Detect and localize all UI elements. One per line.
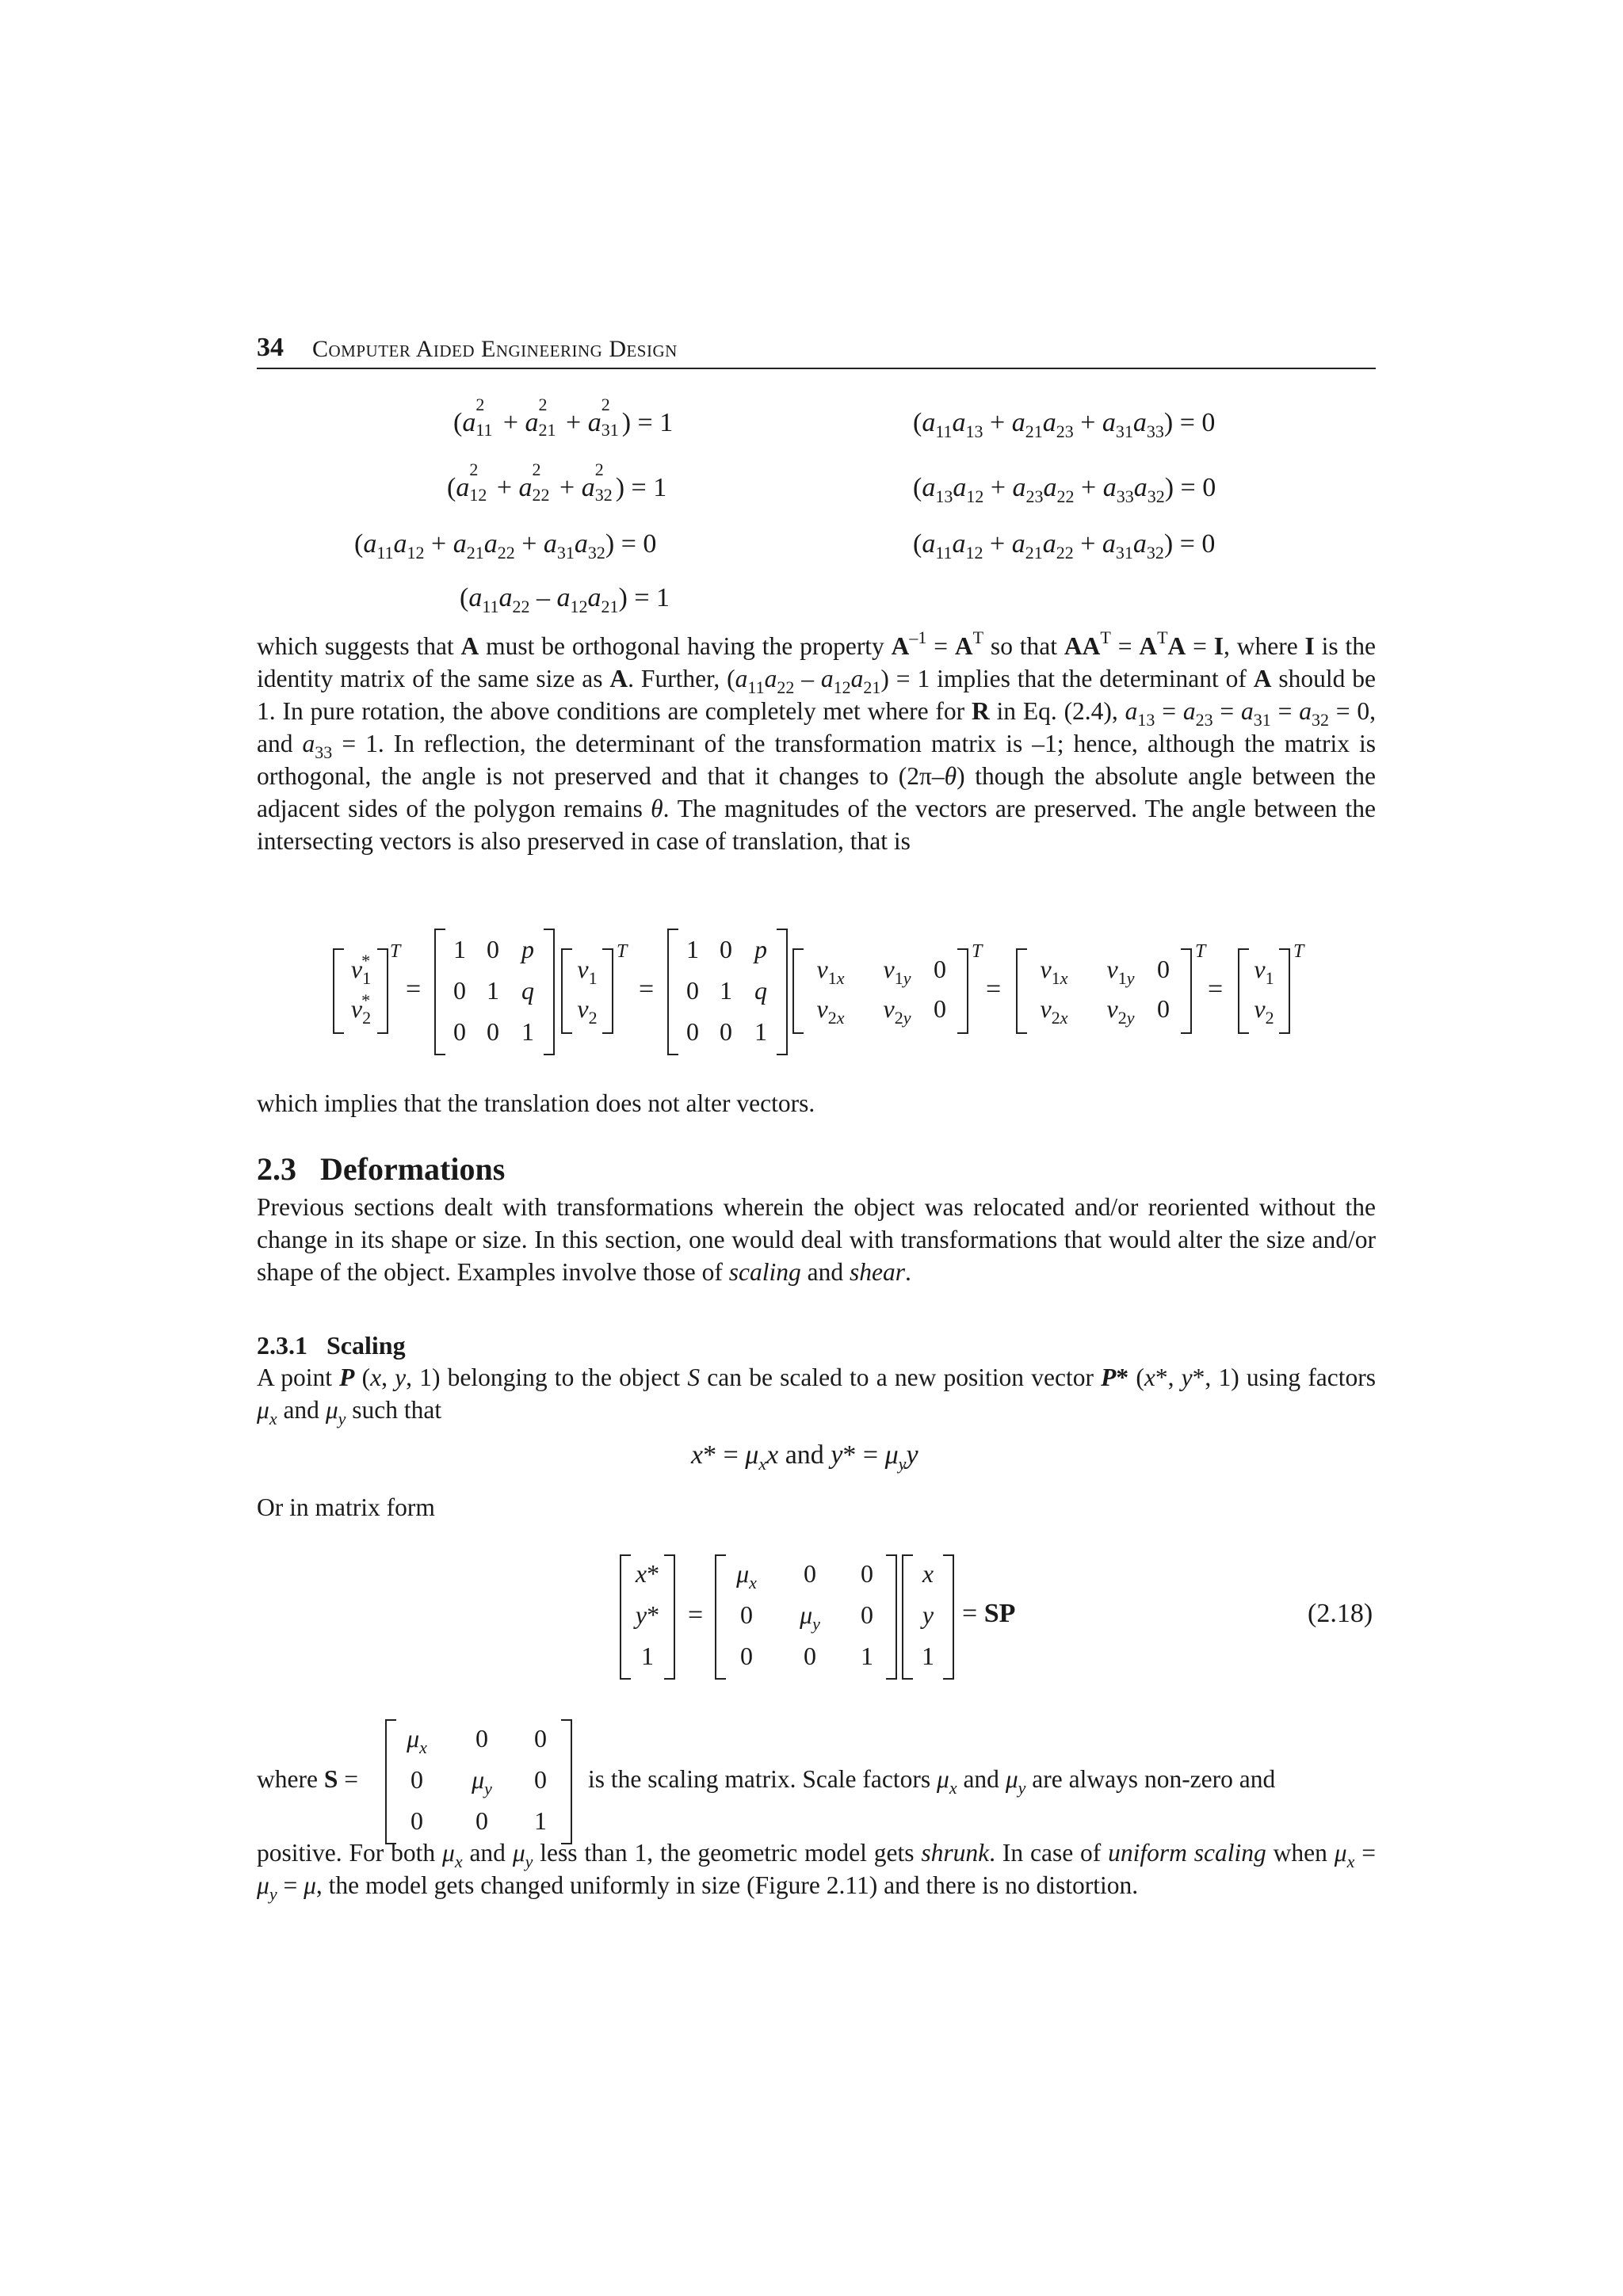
- matrix-vstar: $v_1^*$ $v_2^*$: [333, 948, 388, 1034]
- paragraph-scaling-intro: A point P (x, y, 1) belonging to the object S can be scaled to a new position vector P* (x*, y*, 1) using factors $\mu_x$ and $\mu_y$ such that: [257, 1363, 1377, 1428]
- running-title: Computer Aided Engineering Design: [312, 336, 678, 362]
- paragraph-scaling-end: positive. For both $\mu_x$ and $\mu_y$ less than 1, the geometric model gets shrunk. In case of uniform scaling when $\mu_x = \mu_y = \mu$, the model gets changed uniformly in size (Figure 2.11) and there is no distortion.: [257, 1839, 1376, 1904]
- equation-number: (2.18): [1308, 1599, 1373, 1628]
- matrix-s-def: $\mu_x$ 0 0 0 $\mu_y$ 0 0 0 1: [385, 1719, 572, 1844]
- paragraph-deformations: Previous sections dealt with transformations wherein the object was relocated and/or reoriented without the change in its shape or size. In this section, one would deal with transformations that would alter the size and/or shape of the object. Examples involve those of scaling and shear.: [257, 1193, 1376, 1286]
- matrix-v: $v_1$ $v_2$: [561, 948, 613, 1034]
- equation-row: $(a_{11}a_{13} + a_{21}a_{23} + a_{31}a_{33}) = 0$: [913, 408, 1216, 441]
- where-s-label: where S =: [257, 1765, 358, 1793]
- matrix-s: $\mu_x$ 0 0 0 $\mu_y$ 0 0 0 1: [715, 1554, 897, 1680]
- paragraph-matrix-form: Or in matrix form: [257, 1493, 435, 1521]
- running-head: [257, 333, 1376, 369]
- matrix-translation-2: 1 0 p 0 1 q 0 0 1: [667, 929, 788, 1055]
- section-heading: 2.3 Deformations: [257, 1151, 506, 1187]
- matrix-translation-1: 1 0 p 0 1 q 0 0 1: [434, 929, 555, 1055]
- lead-text: which suggests that: [257, 632, 454, 660]
- equation-row: (a 2 11 + a 2 21 + a 2 31 ) = 1: [453, 395, 674, 440]
- scaling-equation: $x* = \mu_xx$ and $y* = \mu_yy$: [691, 1440, 918, 1474]
- scaling-matrix-desc: is the scaling matrix. Scale factors $\mu_x$ and $\mu_y$ are always non-zero and: [588, 1765, 1276, 1798]
- matrix-v-result: $v_1$ $v_2$: [1238, 948, 1290, 1034]
- equation-row: $(a_{11}a_{12} + a_{21}a_{22} + a_{31}a_{32}) = 0$: [913, 529, 1216, 563]
- page-number: 34: [257, 333, 284, 362]
- matrix-vcomp-1: $v_{1x}$ $v_{1y}$ 0 $v_{2x}$ $v_{2y}$ 0: [792, 948, 968, 1034]
- paragraph-translation-conclusion: which implies that the translation does not alter vectors.: [257, 1089, 815, 1117]
- paragraph-orthogonality: which suggests that A must be orthogonal having the property $A^{-1} = A^T$ so that $AA^T = A^TA = I$, where I is the identity matrix of the same size as A. Further, $(a_{11}a_{22} - a_{12}a_{21}) = 1$ implies that the determinant of A should be 1. In pure rotation, the above conditions are completely met where for R in Eq. (2.4), $a_{13} = a_{23} = a_{31} = a_{32} = 0$, and $a_{33} = 1$. In reflection, the determinant of the transformation matrix is –1; hence, although the matrix is orthogonal, the angle is not preserved and that it changes to (2π–θ) though the absolute angle between the adjacent sides of the polygon remains θ. The magnitudes of the vectors are preserved. The angle between the intersecting vectors is also preserved in case of translation, that is: [257, 627, 1377, 855]
- equation-row: $(a_{11}a_{22} - a_{12}a_{21}) = 1$: [460, 583, 670, 616]
- subsection-heading: 2.3.1 Scaling: [257, 1331, 406, 1360]
- equation-row: $(a_{13}a_{12} + a_{23}a_{22} + a_{33}a_{32}) = 0$: [913, 473, 1216, 506]
- matrix-pstar: x* y* 1: [620, 1554, 675, 1680]
- equation-row: $(a_{11}a_{12} + a_{21}a_{22} + a_{31}a_{32}) = 0$: [354, 529, 657, 563]
- matrix-vcomp-2: $v_{1x}$ $v_{1y}$ 0 $v_{2x}$ $v_{2y}$ 0: [1016, 948, 1192, 1034]
- equation-row: (a 2 12 + a 2 22 + a 2 32 ) = 1: [447, 460, 667, 505]
- matrix-p: x y 1: [902, 1554, 954, 1680]
